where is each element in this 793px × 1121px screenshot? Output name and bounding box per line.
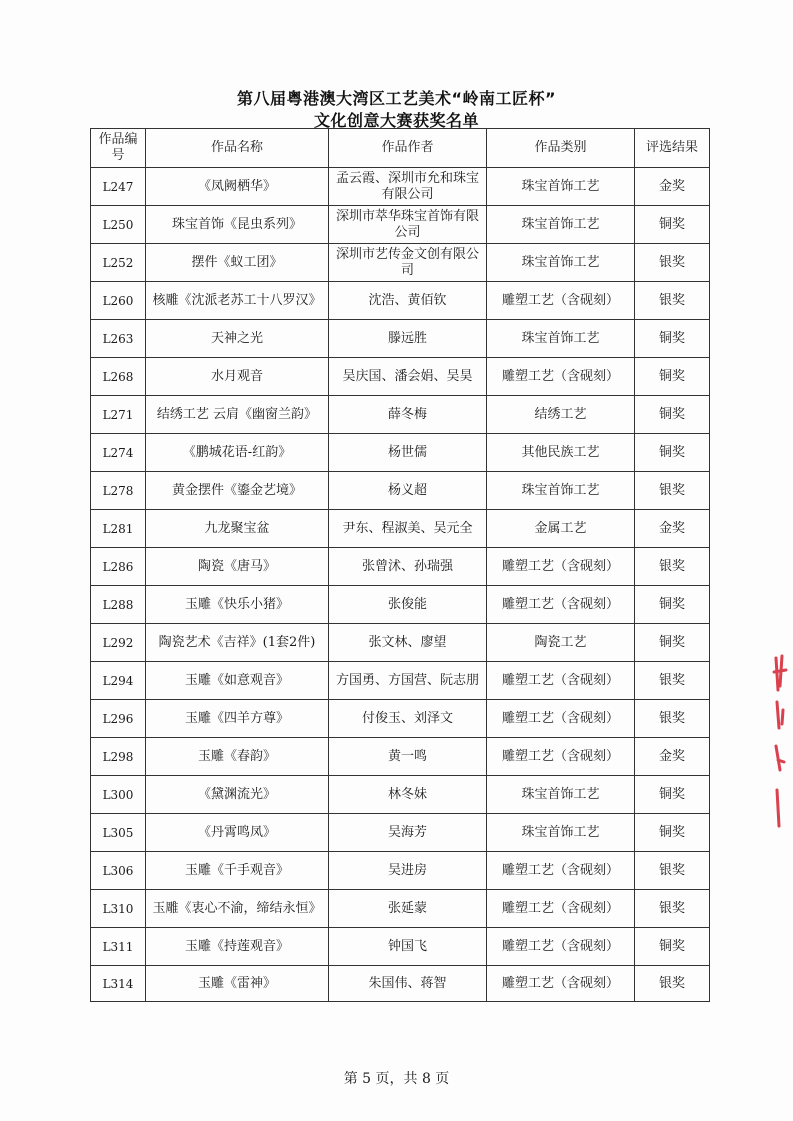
cell-result: 银奖 (635, 472, 710, 510)
cell-result: 铜奖 (635, 396, 710, 434)
cell-category: 雕塑工艺（含砚刻） (487, 662, 635, 700)
table-row (91, 396, 710, 434)
cell-code: L260 (91, 282, 146, 320)
table-row (91, 548, 710, 586)
cell-category: 结绣工艺 (487, 396, 635, 434)
cell-author: 薛冬梅 (329, 396, 487, 434)
cell-author: 钟国飞 (329, 928, 487, 966)
cell-author: 张俊能 (329, 586, 487, 624)
cell-name: 玉雕《千手观音》 (146, 852, 329, 890)
cell-result: 铜奖 (635, 320, 710, 358)
cell-result: 铜奖 (635, 814, 710, 852)
cell-code: L314 (91, 966, 146, 1002)
cell-result: 银奖 (635, 890, 710, 928)
cell-code: L271 (91, 396, 146, 434)
table-row (91, 928, 710, 966)
cell-category: 雕塑工艺（含砚刻） (487, 890, 635, 928)
header-result: 评选结果 (635, 129, 710, 168)
cell-author: 沈浩、黄佰钦 (329, 282, 487, 320)
table-row (91, 738, 710, 776)
cell-result: 银奖 (635, 244, 710, 282)
cell-category: 雕塑工艺（含砚刻） (487, 928, 635, 966)
cell-code: L306 (91, 852, 146, 890)
page-number: 第 5 页，共 8 页 (343, 1071, 450, 1087)
cell-author: 张文林、廖望 (329, 624, 487, 662)
cell-code: L286 (91, 548, 146, 586)
cell-code: L311 (91, 928, 146, 966)
cell-category: 陶瓷工艺 (487, 624, 635, 662)
cell-name: 天神之光 (146, 320, 329, 358)
cell-name: 《凤阙栖华》 (146, 168, 329, 206)
table-row (91, 700, 710, 738)
table-row (91, 776, 710, 814)
cell-author: 吴海芳 (329, 814, 487, 852)
cell-code: L252 (91, 244, 146, 282)
cell-name: 黄金摆件《鎏金艺境》 (146, 472, 329, 510)
cell-result: 铜奖 (635, 358, 710, 396)
table-row (91, 320, 710, 358)
cell-category: 珠宝首饰工艺 (487, 320, 635, 358)
cell-code: L310 (91, 890, 146, 928)
cell-category: 雕塑工艺（含砚刻） (487, 358, 635, 396)
cell-category: 珠宝首饰工艺 (487, 472, 635, 510)
cell-code: L288 (91, 586, 146, 624)
cell-code: L292 (91, 624, 146, 662)
cell-code: L278 (91, 472, 146, 510)
cell-category: 雕塑工艺（含砚刻） (487, 852, 635, 890)
table-row (91, 358, 710, 396)
cell-category: 雕塑工艺（含砚刻） (487, 586, 635, 624)
document-title: 第八届粤港澳大湾区工艺美术“岭南工匠杯” (236, 89, 557, 108)
table-row (91, 472, 710, 510)
cell-name: 玉雕《雷神》 (146, 966, 329, 1002)
red-stamp-mark (770, 650, 792, 830)
cell-category: 金属工艺 (487, 510, 635, 548)
cell-category: 珠宝首饰工艺 (487, 814, 635, 852)
awards-table (90, 128, 710, 1002)
header-name: 作品名称 (146, 129, 329, 168)
cell-name: 《鹏城花语-红韵》 (146, 434, 329, 472)
cell-result: 银奖 (635, 966, 710, 1002)
table-row (91, 206, 710, 244)
cell-result: 银奖 (635, 282, 710, 320)
document-subtitle: 文化创意大赛获奖名单 (313, 111, 479, 130)
cell-name: 陶瓷艺术《吉祥》(1套2件) (146, 624, 329, 662)
cell-name: 核雕《沈派老苏工十八罗汉》 (146, 282, 329, 320)
cell-author: 吴进房 (329, 852, 487, 890)
cell-result: 铜奖 (635, 586, 710, 624)
table-row (91, 852, 710, 890)
cell-author: 杨世儒 (329, 434, 487, 472)
table-row (91, 244, 710, 282)
cell-name: 结绣工艺 云肩《幽窗兰韵》 (146, 396, 329, 434)
cell-author: 黄一鸣 (329, 738, 487, 776)
cell-result: 铜奖 (635, 928, 710, 966)
cell-name: 珠宝首饰《昆虫系列》 (146, 206, 329, 244)
cell-category: 珠宝首饰工艺 (487, 168, 635, 206)
table-row (91, 890, 710, 928)
cell-author: 孟云霞、深圳市允和珠宝有限公司 (329, 168, 487, 206)
cell-author: 张曾沭、孙瑞强 (329, 548, 487, 586)
cell-code: L274 (91, 434, 146, 472)
cell-name: 玉雕《快乐小猪》 (146, 586, 329, 624)
cell-name: 玉雕《衷心不渝，缔结永恒》 (146, 890, 329, 928)
cell-name: 玉雕《春韵》 (146, 738, 329, 776)
cell-name: 玉雕《如意观音》 (146, 662, 329, 700)
table-row (91, 662, 710, 700)
cell-result: 银奖 (635, 852, 710, 890)
cell-name: 玉雕《四羊方尊》 (146, 700, 329, 738)
cell-category: 珠宝首饰工艺 (487, 776, 635, 814)
cell-author: 滕远胜 (329, 320, 487, 358)
cell-name: 《黛渊流光》 (146, 776, 329, 814)
table-body (91, 168, 710, 1002)
cell-code: L268 (91, 358, 146, 396)
cell-result: 铜奖 (635, 776, 710, 814)
cell-name: 《丹霄鸣凤》 (146, 814, 329, 852)
cell-author: 付俊玉、刘泽文 (329, 700, 487, 738)
cell-name: 陶瓷《唐马》 (146, 548, 329, 586)
table-row (91, 434, 710, 472)
table-row (91, 966, 710, 1002)
table-row (91, 510, 710, 548)
cell-category: 雕塑工艺（含砚刻） (487, 738, 635, 776)
cell-name: 摆件《蚁工团》 (146, 244, 329, 282)
cell-code: L305 (91, 814, 146, 852)
table-row (91, 282, 710, 320)
table-row (91, 168, 710, 206)
cell-category: 雕塑工艺（含砚刻） (487, 282, 635, 320)
cell-name: 九龙聚宝盆 (146, 510, 329, 548)
cell-author: 深圳市艺传金文创有限公司 (329, 244, 487, 282)
cell-author: 朱国伟、蒋智 (329, 966, 487, 1002)
cell-name: 玉雕《持莲观音》 (146, 928, 329, 966)
stamp-stroke (774, 656, 786, 826)
header-author: 作品作者 (329, 129, 487, 168)
cell-code: L296 (91, 700, 146, 738)
cell-author: 杨义超 (329, 472, 487, 510)
cell-result: 金奖 (635, 510, 710, 548)
header-code: 作品编号 (91, 129, 146, 168)
cell-result: 铜奖 (635, 624, 710, 662)
cell-category: 雕塑工艺（含砚刻） (487, 548, 635, 586)
cell-category: 珠宝首饰工艺 (487, 244, 635, 282)
cell-category: 雕塑工艺（含砚刻） (487, 966, 635, 1002)
header-category: 作品类别 (487, 129, 635, 168)
cell-code: L247 (91, 168, 146, 206)
cell-author: 张延蒙 (329, 890, 487, 928)
cell-code: L281 (91, 510, 146, 548)
cell-code: L250 (91, 206, 146, 244)
cell-code: L298 (91, 738, 146, 776)
cell-category: 雕塑工艺（含砚刻） (487, 700, 635, 738)
cell-author: 林冬妹 (329, 776, 487, 814)
cell-category: 珠宝首饰工艺 (487, 206, 635, 244)
cell-result: 金奖 (635, 168, 710, 206)
cell-author: 尹东、程淑美、吴元全 (329, 510, 487, 548)
cell-result: 银奖 (635, 662, 710, 700)
cell-author: 吴庆国、潘会娟、吴昊 (329, 358, 487, 396)
table-header-row (91, 129, 710, 168)
cell-result: 银奖 (635, 548, 710, 586)
cell-code: L300 (91, 776, 146, 814)
cell-code: L294 (91, 662, 146, 700)
table-row (91, 624, 710, 662)
cell-result: 铜奖 (635, 434, 710, 472)
cell-author: 方国勇、方国营、阮志朋 (329, 662, 487, 700)
cell-code: L263 (91, 320, 146, 358)
cell-result: 金奖 (635, 738, 710, 776)
cell-author: 深圳市萃华珠宝首饰有限公司 (329, 206, 487, 244)
cell-result: 铜奖 (635, 206, 710, 244)
cell-category: 其他民族工艺 (487, 434, 635, 472)
table-row (91, 586, 710, 624)
cell-name: 水月观音 (146, 358, 329, 396)
cell-result: 银奖 (635, 700, 710, 738)
table-row (91, 814, 710, 852)
